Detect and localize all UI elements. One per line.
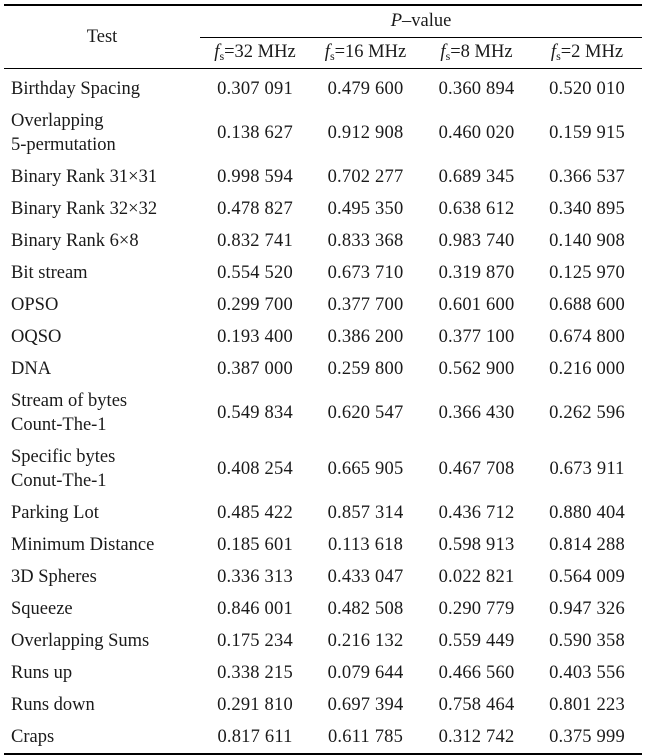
freq-label: =16 MHz	[334, 42, 407, 62]
table-row	[4, 105, 642, 161]
test-name-cell: Runs down	[11, 695, 95, 715]
p-value-cell: 0.912 908	[327, 122, 404, 143]
p-value-cell: 0.814 288	[549, 534, 625, 555]
test-name-cell: 3D Spheres	[11, 567, 97, 587]
p-value-cell: 0.216 132	[327, 630, 404, 651]
table-row	[4, 657, 642, 689]
p-value-cell: 0.375 999	[532, 721, 642, 754]
header-freq-0	[200, 38, 310, 69]
p-value-cell: 0.880 404	[549, 502, 625, 523]
freq-label: =8 MHz	[450, 42, 513, 62]
freq-symbol: f	[550, 42, 557, 62]
test-name-cell: Specific bytes Conut-The-1	[11, 447, 116, 491]
table-row	[4, 441, 642, 497]
p-value-cell: 0.495 350	[327, 198, 404, 219]
p-value-cell: 0.601 600	[438, 294, 515, 315]
p-value-cell: 0.377 700	[327, 294, 404, 315]
test-name-cell: Minimum Distance	[11, 535, 155, 555]
test-name-cell: Overlapping Sums	[11, 631, 150, 651]
freq-symbol: f	[324, 42, 330, 62]
p-value-cell: 0.833 368	[327, 230, 404, 251]
header-freq-2	[421, 38, 532, 69]
p-value-cell: 0.817 611	[200, 721, 310, 754]
table-row	[4, 225, 642, 257]
table-row	[4, 625, 642, 657]
p-value-cell: 0.360 894	[438, 78, 515, 99]
freq-symbol: f	[440, 42, 446, 62]
p-value-cell: 0.674 800	[549, 326, 625, 347]
freq-subscript: s	[219, 49, 225, 63]
test-name-cell: OQSO	[11, 327, 62, 347]
p-value-cell: 0.638 612	[438, 198, 515, 219]
test-name-cell: Birthday Spacing	[11, 79, 140, 99]
header-freq-1	[310, 38, 421, 69]
freq-subscript: s	[329, 49, 335, 63]
p-value-cell: 0.697 394	[327, 694, 404, 715]
p-value-cell: 0.125 970	[549, 262, 625, 283]
p-value-cell: 0.460 020	[438, 122, 515, 143]
freq-subscript: s	[445, 49, 451, 63]
test-name-cell: OPSO	[11, 295, 59, 315]
header-p-value-symbol: P	[390, 11, 402, 31]
p-value-cell: 0.857 314	[327, 502, 404, 523]
p-value-cell: 0.620 547	[327, 402, 404, 423]
test-name-cell: Binary Rank 31×31	[11, 167, 158, 187]
table-row	[4, 497, 642, 529]
table-row	[4, 529, 642, 561]
p-value-cell: 0.022 821	[438, 566, 515, 587]
p-value-cell: 0.403 556	[549, 662, 625, 683]
p-value-cell: 0.338 215	[217, 662, 293, 683]
p-value-cell: 0.947 326	[549, 598, 625, 619]
table-body	[4, 69, 642, 755]
p-value-cell: 0.377 100	[438, 326, 515, 347]
p-value-cell: 0.564 009	[549, 566, 625, 587]
p-value-cell: 0.366 430	[438, 402, 515, 423]
p-value-cell: 0.983 740	[438, 230, 515, 251]
test-name-cell: Runs up	[11, 663, 73, 683]
test-name-cell: Craps	[4, 721, 200, 754]
p-value-cell: 0.340 895	[549, 198, 625, 219]
table-header	[4, 5, 642, 69]
freq-label: =32 MHz	[224, 42, 296, 62]
p-value-cell: 0.665 905	[327, 458, 404, 479]
table-row	[4, 69, 642, 106]
p-value-cell: 0.801 223	[549, 694, 625, 715]
p-value-cell: 0.485 422	[217, 502, 293, 523]
p-value-cell: 0.549 834	[217, 402, 293, 423]
test-name-cell: Stream of bytes Count-The-1	[11, 391, 128, 435]
p-value-cell: 0.113 618	[327, 534, 404, 555]
freq-symbol: f	[214, 42, 220, 62]
p-value-cell: 0.387 000	[217, 358, 293, 379]
p-value-cell: 0.216 000	[549, 358, 625, 379]
p-value-cell: 0.366 537	[549, 166, 625, 187]
p-value-cell: 0.262 596	[549, 402, 625, 423]
header-p-value-text: –value	[402, 11, 452, 31]
test-name-cell: Binary Rank 6×8	[11, 231, 139, 251]
p-value-table	[4, 4, 642, 755]
test-name-cell: Squeeze	[11, 599, 73, 619]
p-value-cell: 0.689 345	[438, 166, 515, 187]
table-row	[4, 385, 642, 441]
table-row	[4, 257, 642, 289]
p-value-cell: 0.590 358	[549, 630, 625, 651]
p-value-cell: 0.408 254	[217, 458, 293, 479]
p-value-cell: 0.559 449	[438, 630, 515, 651]
p-value-cell: 0.159 915	[549, 122, 625, 143]
p-value-cell: 0.998 594	[217, 166, 293, 187]
p-value-cell: 0.433 047	[327, 566, 404, 587]
table-row	[4, 689, 642, 721]
p-value-cell: 0.436 712	[438, 502, 515, 523]
table-row	[4, 289, 642, 321]
test-name-cell: Parking Lot	[11, 503, 99, 523]
p-value-cell: 0.193 400	[217, 326, 293, 347]
p-value-cell: 0.702 277	[327, 166, 404, 187]
table-row	[4, 353, 642, 385]
header-p-value	[200, 5, 642, 38]
header-test: Test	[4, 5, 200, 69]
p-value-cell: 0.291 810	[217, 694, 293, 715]
results-table-container	[4, 4, 642, 755]
test-name-cell: DNA	[11, 359, 52, 379]
p-value-cell: 0.673 710	[327, 262, 404, 283]
freq-label: =2 MHz	[560, 42, 624, 62]
p-value-cell: 0.079 644	[327, 662, 404, 683]
p-value-cell: 0.336 313	[217, 566, 293, 587]
p-value-cell: 0.259 800	[327, 358, 404, 379]
p-value-cell: 0.482 508	[327, 598, 404, 619]
p-value-cell: 0.846 001	[217, 598, 293, 619]
p-value-cell: 0.467 708	[438, 458, 515, 479]
p-value-cell: 0.688 600	[549, 294, 625, 315]
p-value-cell: 0.466 560	[438, 662, 515, 683]
test-name-cell: Overlapping 5-permutation	[11, 111, 116, 155]
p-value-cell: 0.299 700	[217, 294, 293, 315]
p-value-cell: 0.307 091	[217, 78, 293, 99]
p-value-cell: 0.832 741	[217, 230, 293, 251]
header-freq-3	[532, 38, 642, 69]
test-name-cell: Binary Rank 32×32	[11, 199, 158, 219]
p-value-cell: 0.319 870	[438, 262, 515, 283]
p-value-cell: 0.520 010	[549, 78, 625, 99]
freq-subscript: s	[556, 49, 561, 63]
p-value-cell: 0.312 742	[421, 721, 532, 754]
test-name-cell: Bit stream	[11, 263, 88, 283]
p-value-cell: 0.673 911	[549, 458, 625, 479]
p-value-cell: 0.479 600	[327, 78, 404, 99]
table-row	[4, 593, 642, 625]
table-row	[4, 321, 642, 353]
p-value-cell: 0.758 464	[438, 694, 515, 715]
table-row	[4, 721, 642, 754]
p-value-cell: 0.140 908	[549, 230, 625, 251]
p-value-cell: 0.562 900	[438, 358, 515, 379]
p-value-cell: 0.175 234	[217, 630, 293, 651]
p-value-cell: 0.554 520	[217, 262, 293, 283]
table-row	[4, 161, 642, 193]
p-value-cell: 0.138 627	[217, 122, 293, 143]
p-value-cell: 0.611 785	[310, 721, 421, 754]
p-value-cell: 0.185 601	[217, 534, 293, 555]
p-value-cell: 0.386 200	[327, 326, 404, 347]
p-value-cell: 0.478 827	[217, 198, 293, 219]
table-row	[4, 561, 642, 593]
p-value-cell: 0.598 913	[438, 534, 515, 555]
p-value-cell: 0.290 779	[438, 598, 515, 619]
table-row	[4, 193, 642, 225]
